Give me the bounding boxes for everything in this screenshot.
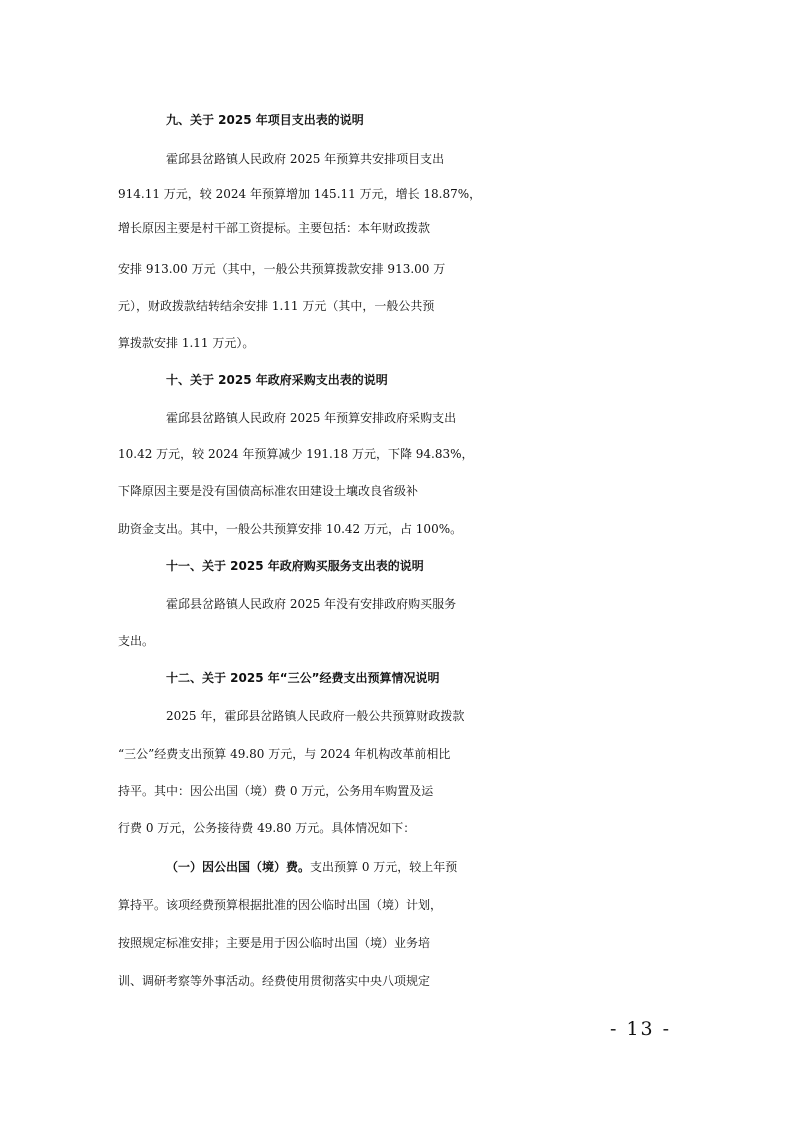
paragraph-line: 10.42 万元，较 2024 年预算减少 191.18 万元，下降 94.83%， bbox=[118, 447, 474, 461]
paragraph-line: 914.11 万元，较 2024 年预算增加 145.11 万元，增长 18.87%， bbox=[118, 187, 482, 201]
paragraph-line: 元），财政拨款结转结余安排 1.11 万元（其中，一般公共预 bbox=[118, 299, 435, 313]
paragraph-line: 下降原因主要是没有国债高标准农田建设土壤改良省级补 bbox=[118, 484, 419, 498]
paragraph-line: 霍邱县岔路镇人民政府 2025 年预算共安排项目支出 bbox=[166, 152, 445, 166]
paragraph-line: “三公”经费支出预算 49.80 万元，与 2024 年机构改革前相比 bbox=[118, 747, 451, 761]
subsection-bold-lead: （一）因公出国（境）费。 bbox=[166, 860, 311, 874]
paragraph-line: 助资金支出。其中，一般公共预算安排 10.42 万元，占 100%。 bbox=[118, 522, 463, 536]
paragraph-line: 算持平。该项经费预算根据批准的因公临时出国（境）计划， bbox=[118, 898, 443, 912]
section-heading-12: 十二、关于 2025 年“三公”经费支出预算情况说明 bbox=[166, 671, 440, 685]
paragraph-line: 支出。 bbox=[118, 634, 155, 648]
paragraph-line: 霍邱县岔路镇人民政府 2025 年预算安排政府采购支出 bbox=[166, 411, 457, 425]
paragraph-line: 按照规定标准安排；主要是用于因公临时出国（境）业务培 bbox=[118, 936, 431, 950]
paragraph-line: 安排 913.00 万元（其中，一般公共预算拨款安排 913.00 万 bbox=[118, 262, 446, 276]
paragraph-line: 增长原因主要是村干部工资提标。主要包括：本年财政拨款 bbox=[118, 221, 431, 235]
paragraph-line: 持平。其中：因公出国（境）费 0 万元，公务用车购置及运 bbox=[118, 784, 434, 798]
subsection-lead-line bbox=[166, 853, 793, 881]
section-heading-10: 十、关于 2025 年政府采购支出表的说明 bbox=[166, 373, 388, 387]
section-heading-11: 十一、关于 2025 年政府购买服务支出表的说明 bbox=[166, 559, 424, 573]
paragraph-line: 霍邱县岔路镇人民政府 2025 年没有安排政府购买服务 bbox=[166, 597, 457, 611]
paragraph-line: 行费 0 万元，公务接待费 49.80 万元。具体情况如下： bbox=[118, 821, 416, 835]
paragraph-line: 训、调研考察等外事活动。经费使用贯彻落实中央八项规定 bbox=[118, 974, 431, 988]
paragraph-line: 2025 年，霍邱县岔路镇人民政府一般公共预算财政拨款 bbox=[166, 709, 465, 723]
subsection-lead-rest: 支出预算 0 万元，较上年预 bbox=[310, 860, 458, 874]
section-heading-9: 九、关于 2025 年项目支出表的说明 bbox=[166, 113, 364, 127]
page-number: - 13 - bbox=[610, 1018, 672, 1040]
paragraph-line: 算拨款安排 1.11 万元）。 bbox=[118, 336, 255, 350]
